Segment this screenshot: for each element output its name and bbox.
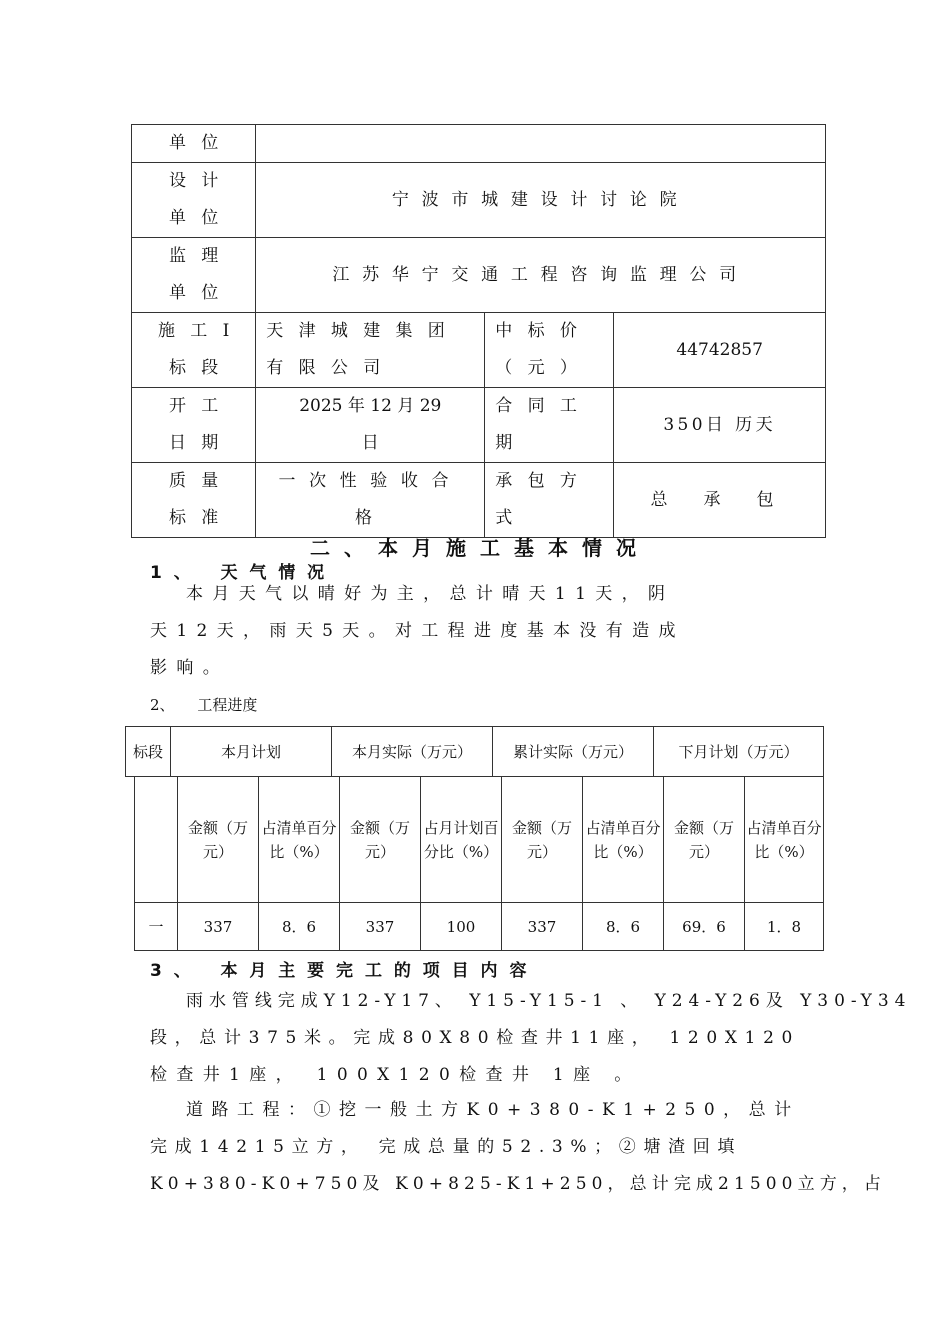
completed-p1-line-2: 段，总计375米。完成80X80检查井11座， 120X120 bbox=[150, 1028, 800, 1048]
design-unit-value: 宁波市城建设计讨论院 bbox=[256, 163, 826, 238]
data-cell: 337 bbox=[340, 903, 421, 951]
section-title: 二、本月施工基本情况 bbox=[310, 536, 650, 560]
weather-line-1: 本月天气以晴好为主，总计晴天11天，阴 bbox=[186, 584, 675, 604]
progress-body-table bbox=[134, 776, 824, 951]
bid-price-value: 44742857 bbox=[614, 313, 826, 388]
progress-heading-text: 工程进度 bbox=[197, 696, 258, 714]
data-cell: 8．6 bbox=[583, 903, 664, 951]
completed-p2-line-2: 完成14215立方， 完成总量的52.3%；②塘渣回填 bbox=[150, 1137, 743, 1157]
completed-p1-line-1: 雨水管线完成Y12-Y17、 Y15-Y15-1 、 Y24-Y26及 Y30-Y34 bbox=[186, 991, 912, 1011]
start-date-value: 2025 年 12 月 29 日 bbox=[256, 388, 485, 463]
contract-period-value: 350日 历天 bbox=[614, 388, 826, 463]
col-next-month-plan: 下月计划（万元） bbox=[654, 727, 824, 777]
completed-p1-line-3: 检查井1座， 100X120检查井 1座 。 bbox=[150, 1065, 641, 1085]
progress-heading bbox=[150, 694, 257, 715]
col-month-actual: 本月实际（万元） bbox=[332, 727, 493, 777]
weather-line-3: 影响。 bbox=[150, 658, 230, 678]
data-cell: 337 bbox=[502, 903, 583, 951]
subheader-cell: 占月计划百分比（%） bbox=[421, 777, 502, 903]
section-cell: 一 bbox=[135, 903, 178, 951]
subheader-cell: 占清单百分比（%） bbox=[745, 777, 824, 903]
supervision-unit-value: 江苏华宁交通工程咨询监理公司 bbox=[256, 238, 826, 313]
progress-heading-num: 2、 bbox=[150, 696, 175, 714]
data-cell: 1．8 bbox=[745, 903, 824, 951]
label-contract-mode: 承包方 式 bbox=[485, 463, 614, 538]
label-bid-price: 中标价 （元） bbox=[485, 313, 614, 388]
col-cumulative-actual: 累计实际（万元） bbox=[493, 727, 654, 777]
subheader-cell: 占清单百分比（%） bbox=[259, 777, 340, 903]
weather-line-2: 天12天，雨天5天。对工程进度基本没有造成 bbox=[150, 621, 685, 641]
value-unit bbox=[256, 125, 826, 163]
contract-mode-value: 总 承 包 bbox=[614, 463, 826, 538]
subheader-cell: 金额（万元） bbox=[664, 777, 745, 903]
completed-p2-line-3: K0+380-K0+750及 K0+825-K1+250，总计完成21500立方，占 bbox=[150, 1174, 887, 1194]
subheader-cell: 占清单百分比（%） bbox=[583, 777, 664, 903]
weather-heading: 1、 天气情况 bbox=[150, 563, 337, 583]
data-cell: 8．6 bbox=[259, 903, 340, 951]
label-supervision-unit: 监理 单位 bbox=[132, 238, 256, 313]
subheader-cell: 金额（万元） bbox=[502, 777, 583, 903]
completed-p2-line-1: 道路工程：①挖一般土方K0+380-K1+250，总计 bbox=[186, 1100, 800, 1120]
col-month-plan: 本月计划 bbox=[171, 727, 332, 777]
label-unit: 单位 bbox=[132, 125, 256, 163]
label-construction-section: 施工I 标段 bbox=[132, 313, 256, 388]
completed-heading: 3、 本月主要完工的项目内容 bbox=[150, 961, 539, 981]
progress-header-table bbox=[125, 726, 824, 777]
table-row bbox=[135, 903, 824, 951]
label-design-unit: 设计 单位 bbox=[132, 163, 256, 238]
subheader-cell: 金额（万元） bbox=[178, 777, 259, 903]
label-start-date: 开工 日期 bbox=[132, 388, 256, 463]
label-quality-standard: 质量 标准 bbox=[132, 463, 256, 538]
quality-standard-value: 一次性验收合 格 bbox=[256, 463, 485, 538]
data-cell: 100 bbox=[421, 903, 502, 951]
data-cell: 337 bbox=[178, 903, 259, 951]
contractor-value: 天津城建集团 有限公司 bbox=[256, 313, 485, 388]
project-info-table bbox=[131, 124, 826, 538]
subheader-cell: 金额（万元） bbox=[340, 777, 421, 903]
col-section: 标段 bbox=[126, 727, 171, 777]
section-cell-empty bbox=[135, 777, 178, 903]
data-cell: 69．6 bbox=[664, 903, 745, 951]
label-contract-period: 合同工 期 bbox=[485, 388, 614, 463]
